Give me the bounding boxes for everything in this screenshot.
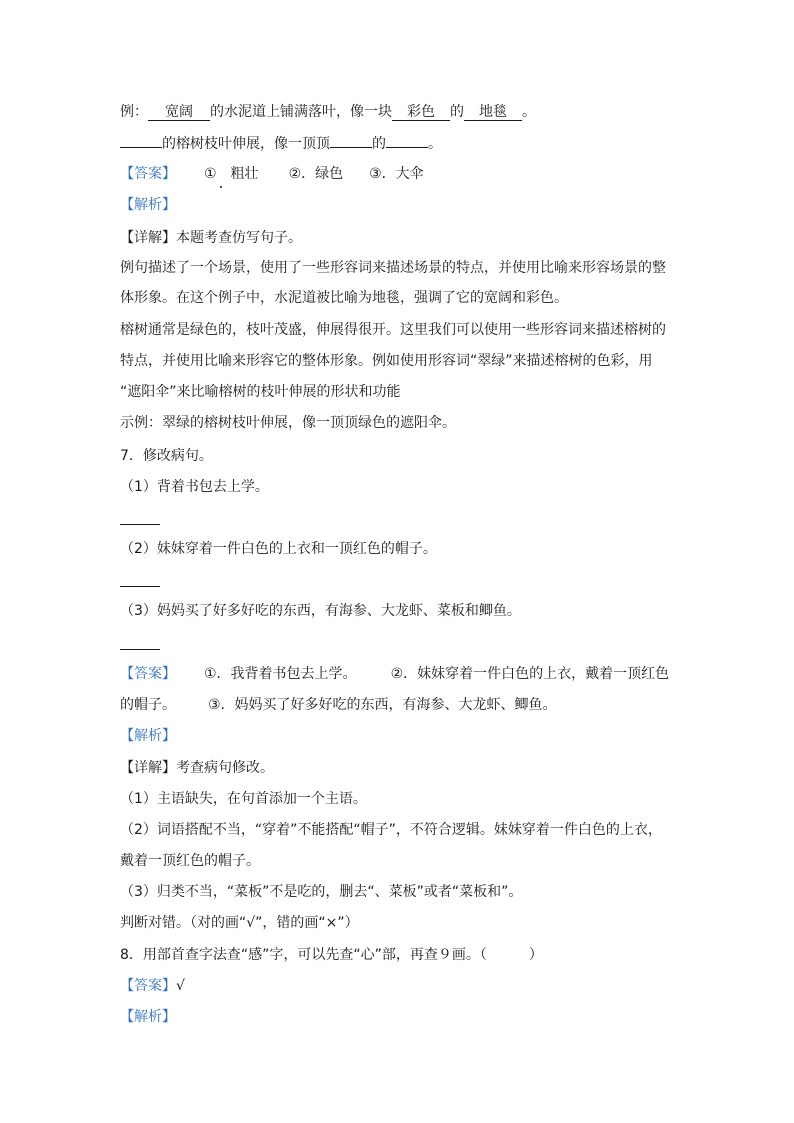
q6-prompt-text-2: 的 — [372, 136, 386, 152]
q6-answer-1: ① 粗壮 — [204, 166, 259, 182]
q7-detail-text: 考查病句修改。 — [176, 760, 274, 776]
q8-answer-tag: 【答案】 — [120, 978, 176, 994]
q8-answer-value: √ — [176, 978, 185, 994]
example-fill-2: 彩色 — [392, 104, 450, 121]
q6-detail — [120, 228, 302, 248]
q8-question: 8．用部首查字法查“感”字，可以先查“心”部，再查９画。（ ） — [120, 947, 543, 963]
q7-analysis-tag: 【解析】 — [120, 728, 176, 744]
q7-explain-line: （3）归类不当，“菜板”不是吃的，删去“、菜板”或者“菜板和”。 — [120, 884, 523, 900]
q7-answer-line-1 — [120, 664, 669, 684]
q6-prompt-text-1: 的榕树枝叶伸展，像一顶顶 — [162, 136, 330, 152]
q7-blank-1 — [120, 524, 160, 525]
q7-answer-1: ①．我背着书包去上学。 — [204, 666, 357, 682]
judge-instructions: 判断对错。（对的画“√”，错的画“×”） — [120, 915, 359, 931]
q6-answer — [120, 164, 424, 184]
example-sentence — [120, 102, 536, 122]
q7-explain-line: 戴着一顶红色的帽子。 — [120, 853, 260, 869]
q6-answer-tag: 【答案】 — [120, 166, 176, 182]
q7-answer-2: ②．妹妹穿着一件白色的上衣，戴着一顶红色 — [390, 666, 670, 682]
example-prefix: 例： — [120, 104, 148, 120]
example-fill-1: 宽阔 — [148, 104, 210, 121]
q6-blank-3 — [386, 133, 428, 148]
example-text-2: 的 — [450, 104, 464, 120]
q7-item-2: （2）妹妹穿着一件白色的上衣和一顶红色的帽子。 — [120, 541, 437, 557]
q6-blank-1 — [120, 133, 162, 148]
mark-dot — [220, 186, 222, 188]
example-text-1: 的水泥道上铺满落叶，像一块 — [210, 104, 392, 120]
q6-explain-line: 榕树通常是绿色的，枝叶茂盛，伸展得很开。这里我们可以使用一些形容词来描述榕树的 — [120, 322, 666, 338]
q7-title: 7．修改病句。 — [120, 448, 213, 464]
q7-item-1: （1）背着书包去上学。 — [120, 479, 269, 495]
q6-blank-2 — [330, 133, 372, 148]
q6-answer-3: ③．大伞 — [369, 166, 424, 182]
q6-analysis-tag: 【解析】 — [120, 197, 176, 213]
q6-explain-line: “遮阳伞”来比喻榕树的枝叶伸展的形状和功能 — [120, 384, 401, 400]
q7-answer-tag: 【答案】 — [120, 666, 176, 682]
q6-explain-line: 例句描述了一个场景，使用了一些形容词来描述场景的特点，并使用比喻来形容场景的整 — [120, 260, 666, 276]
q7-explain-line: （2）词语搭配不当，“穿着”不能搭配“帽子”，不符合逻辑。妹妹穿着一件白色的上衣， — [120, 822, 662, 838]
q7-item-3: （3）妈妈买了好多好吃的东西，有海参、大龙虾、菜板和鲫鱼。 — [120, 603, 521, 619]
q7-detail-tag: 【详解】 — [120, 760, 176, 776]
q7-blank-3 — [120, 649, 160, 650]
q6-detail-tag: 【详解】 — [120, 230, 176, 246]
example-end: 。 — [522, 104, 536, 120]
q6-example-answer: 示例：翠绿的榕树枝叶伸展，像一顶顶绿色的遮阳伞。 — [120, 415, 456, 431]
q7-answer-2-cont: 的帽子。 — [120, 697, 176, 713]
q6-explain-line: 体形象。在这个例子中，水泥道被比喻为地毯，强调了它的宽阔和彩色。 — [120, 290, 568, 306]
q7-answer-3: ③．妈妈买了好多好吃的东西，有海参、大龙虾、鲫鱼。 — [208, 697, 557, 713]
q6-answer-2: ②．绿色 — [288, 166, 344, 182]
example-fill-3: 地毯 — [464, 104, 522, 121]
q7-blank-2 — [120, 586, 160, 587]
q7-detail — [120, 758, 274, 778]
q6-prompt — [120, 133, 442, 154]
q6-explain-line: 特点，并使用比喻来形容它的整体形象。例如使用形容词“翠绿”来描述榕树的色彩，用 — [120, 353, 653, 369]
q8-analysis-tag: 【解析】 — [120, 1009, 176, 1025]
q6-detail-text: 本题考查仿写句子。 — [176, 230, 302, 246]
q7-explain-line: （1）主语缺失，在句首添加一个主语。 — [120, 791, 367, 807]
q8-answer — [120, 976, 185, 996]
q6-prompt-end: 。 — [428, 136, 442, 152]
q7-answer-line-2 — [120, 695, 557, 715]
